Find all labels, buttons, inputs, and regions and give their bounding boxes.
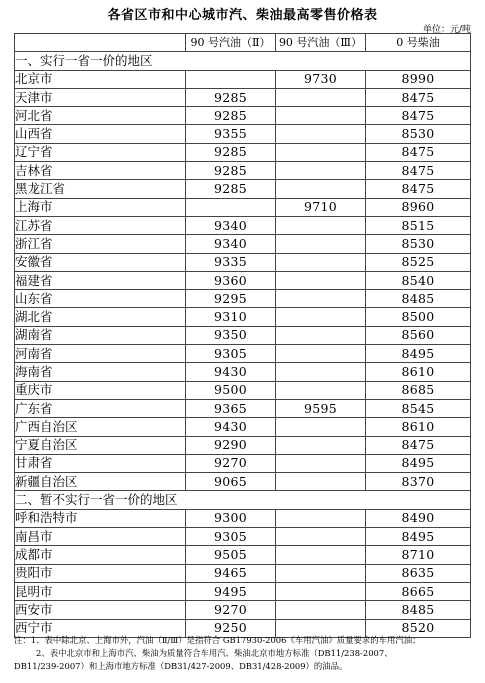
gasoline-90-ii-cell: 9290: [186, 436, 276, 454]
diesel-0-cell: 8560: [366, 326, 471, 344]
diesel-0-cell: 8485: [366, 290, 471, 308]
table-row: [15, 399, 471, 417]
region-name-cell: 呼和浩特市: [15, 509, 186, 527]
gasoline-90-ii-cell: 9310: [186, 308, 276, 326]
gasoline-90-iii-cell: [276, 88, 366, 106]
region-name-cell: 南昌市: [15, 528, 186, 546]
diesel-0-cell: 8475: [366, 143, 471, 161]
gasoline-90-iii-cell: 9710: [276, 198, 366, 216]
table-row: [15, 582, 471, 600]
diesel-0-cell: 8475: [366, 436, 471, 454]
region-name-cell: 昆明市: [15, 582, 186, 600]
region-name-cell: 黑龙江省: [15, 180, 186, 198]
region-name-cell: 浙江省: [15, 235, 186, 253]
table-row: [15, 345, 471, 363]
region-name-cell: 天津市: [15, 88, 186, 106]
gasoline-90-ii-cell: 9340: [186, 235, 276, 253]
gasoline-90-ii-cell: 9500: [186, 381, 276, 399]
table-row: [15, 326, 471, 344]
gasoline-90-iii-cell: [276, 180, 366, 198]
gasoline-90-ii-cell: 9360: [186, 271, 276, 289]
table-body: [15, 52, 471, 638]
unit-label: 单位：元/吨: [422, 25, 471, 35]
diesel-0-cell: 8530: [366, 125, 471, 143]
gasoline-90-iii-cell: [276, 290, 366, 308]
gasoline-90-ii-cell: 9285: [186, 180, 276, 198]
diesel-0-cell: 8490: [366, 509, 471, 527]
table-row: [15, 162, 471, 180]
table-row: [15, 601, 471, 619]
gasoline-90-ii-cell: 9285: [186, 143, 276, 161]
table-row: [15, 271, 471, 289]
gasoline-90-iii-cell: [276, 125, 366, 143]
section-row: [15, 52, 471, 70]
region-name-cell: 西安市: [15, 601, 186, 619]
gasoline-90-iii-cell: [276, 162, 366, 180]
section-label: 二、暂不实行一省一价的地区: [15, 491, 471, 509]
table-row: [15, 107, 471, 125]
gasoline-90-iii-cell: [276, 271, 366, 289]
region-name-cell: 山东省: [15, 290, 186, 308]
table-row: [15, 564, 471, 582]
gasoline-90-ii-cell: 9285: [186, 88, 276, 106]
region-name-cell: 湖北省: [15, 308, 186, 326]
diesel-0-cell: 8475: [366, 88, 471, 106]
gasoline-90-iii-cell: [276, 564, 366, 582]
region-name-cell: 上海市: [15, 198, 186, 216]
table-row: [15, 308, 471, 326]
region-name-cell: 新疆自治区: [15, 473, 186, 491]
table-row: [15, 528, 471, 546]
gasoline-90-iii-cell: [276, 601, 366, 619]
table-row: [15, 418, 471, 436]
table-row: [15, 454, 471, 472]
diesel-0-cell: 8545: [366, 399, 471, 417]
table-row: [15, 290, 471, 308]
gasoline-90-iii-cell: [276, 345, 366, 363]
region-name-cell: 河北省: [15, 107, 186, 125]
diesel-0-cell: 8635: [366, 564, 471, 582]
gasoline-90-ii-cell: 9350: [186, 326, 276, 344]
gasoline-90-ii-cell: 9355: [186, 125, 276, 143]
gasoline-90-ii-cell: 9340: [186, 216, 276, 234]
gasoline-90-ii-cell: 9065: [186, 473, 276, 491]
gasoline-90-iii-cell: [276, 326, 366, 344]
region-name-cell: 湖南省: [15, 326, 186, 344]
region-name-cell: 甘肃省: [15, 454, 186, 472]
diesel-0-cell: 8610: [366, 418, 471, 436]
table-row: [15, 88, 471, 106]
header-row: [15, 34, 471, 52]
diesel-0-cell: 8685: [366, 381, 471, 399]
gasoline-90-iii-cell: [276, 473, 366, 491]
gasoline-90-ii-cell: 9430: [186, 363, 276, 381]
region-name-cell: 安徽省: [15, 253, 186, 271]
header-gasoline-90-iii: 90 号汽油（Ⅲ）: [276, 34, 366, 52]
region-name-cell: 贵阳市: [15, 564, 186, 582]
diesel-0-cell: 8485: [366, 601, 471, 619]
diesel-0-cell: 8500: [366, 308, 471, 326]
gasoline-90-iii-cell: [276, 235, 366, 253]
gasoline-90-iii-cell: [276, 107, 366, 125]
footnote-2-cont: DB11/239-2007）和上海市地方标准（DB31/427-2009、DB31/428-2009）的油品。: [14, 661, 348, 671]
region-name-cell: 海南省: [15, 363, 186, 381]
price-table: [14, 33, 471, 638]
gasoline-90-ii-cell: 9295: [186, 290, 276, 308]
table-row: [15, 473, 471, 491]
footnote-1: 注：1、表中除北京、上海市外，汽油（Ⅱ/Ⅲ）是指符合 GB17930-2006《车用汽油》质量要求的车用汽油；: [14, 635, 421, 645]
gasoline-90-ii-cell: 9430: [186, 418, 276, 436]
gasoline-90-iii-cell: [276, 528, 366, 546]
diesel-0-cell: 8475: [366, 180, 471, 198]
diesel-0-cell: 8990: [366, 70, 471, 88]
table-title: 各省区市和中心城市汽、柴油最高零售价格表: [107, 8, 378, 23]
gasoline-90-ii-cell: 9305: [186, 345, 276, 363]
gasoline-90-ii-cell: 9270: [186, 601, 276, 619]
gasoline-90-ii-cell: 9365: [186, 399, 276, 417]
gasoline-90-iii-cell: [276, 436, 366, 454]
table-row: [15, 381, 471, 399]
region-name-cell: 吉林省: [15, 162, 186, 180]
gasoline-90-iii-cell: [276, 216, 366, 234]
section-label: 一、实行一省一价的地区: [15, 52, 471, 70]
diesel-0-cell: 8530: [366, 235, 471, 253]
diesel-0-cell: 8665: [366, 582, 471, 600]
table-row: [15, 363, 471, 381]
gasoline-90-ii-cell: [186, 70, 276, 88]
gasoline-90-ii-cell: 9270: [186, 454, 276, 472]
footnotes: [14, 634, 474, 673]
table-row: [15, 546, 471, 564]
gasoline-90-iii-cell: [276, 546, 366, 564]
table-row: [15, 216, 471, 234]
diesel-0-cell: 8495: [366, 345, 471, 363]
footnote-2: 2、表中北京市和上海市汽、柴油为质量符合车用汽、柴油北京市地方标准（DB11/238-2007、: [36, 648, 393, 658]
diesel-0-cell: 8540: [366, 271, 471, 289]
gasoline-90-ii-cell: 9285: [186, 162, 276, 180]
diesel-0-cell: 8370: [366, 473, 471, 491]
gasoline-90-ii-cell: 9495: [186, 582, 276, 600]
gasoline-90-iii-cell: 9595: [276, 399, 366, 417]
diesel-0-cell: 8520: [366, 619, 471, 637]
diesel-0-cell: 8525: [366, 253, 471, 271]
gasoline-90-iii-cell: [276, 582, 366, 600]
gasoline-90-iii-cell: [276, 381, 366, 399]
diesel-0-cell: 8475: [366, 162, 471, 180]
diesel-0-cell: 8495: [366, 528, 471, 546]
table-row: [15, 253, 471, 271]
gasoline-90-iii-cell: [276, 308, 366, 326]
table-row: [15, 198, 471, 216]
gasoline-90-ii-cell: 9465: [186, 564, 276, 582]
table-row: [15, 180, 471, 198]
table-row: [15, 70, 471, 88]
header-region: [15, 34, 186, 52]
region-name-cell: 辽宁省: [15, 143, 186, 161]
region-name-cell: 北京市: [15, 70, 186, 88]
gasoline-90-iii-cell: [276, 143, 366, 161]
gasoline-90-ii-cell: 9300: [186, 509, 276, 527]
region-name-cell: 福建省: [15, 271, 186, 289]
region-name-cell: 成都市: [15, 546, 186, 564]
diesel-0-cell: 8495: [366, 454, 471, 472]
region-name-cell: 江苏省: [15, 216, 186, 234]
gasoline-90-ii-cell: 9285: [186, 107, 276, 125]
diesel-0-cell: 8710: [366, 546, 471, 564]
gasoline-90-iii-cell: [276, 509, 366, 527]
diesel-0-cell: 8960: [366, 198, 471, 216]
gasoline-90-iii-cell: [276, 418, 366, 436]
gasoline-90-ii-cell: 9505: [186, 546, 276, 564]
region-name-cell: 西宁市: [15, 619, 186, 637]
gasoline-90-ii-cell: 9250: [186, 619, 276, 637]
diesel-0-cell: 8515: [366, 216, 471, 234]
table-row: [15, 509, 471, 527]
gasoline-90-ii-cell: [186, 198, 276, 216]
table-row: [15, 235, 471, 253]
header-gasoline-90-ii: 90 号汽油（Ⅱ）: [186, 34, 276, 52]
gasoline-90-iii-cell: [276, 363, 366, 381]
gasoline-90-ii-cell: 9335: [186, 253, 276, 271]
region-name-cell: 山西省: [15, 125, 186, 143]
header-diesel-0: 0 号柴油: [366, 34, 471, 52]
diesel-0-cell: 8610: [366, 363, 471, 381]
section-row: [15, 491, 471, 509]
region-name-cell: 重庆市: [15, 381, 186, 399]
gasoline-90-ii-cell: 9305: [186, 528, 276, 546]
table-row: [15, 125, 471, 143]
region-name-cell: 广东省: [15, 399, 186, 417]
region-name-cell: 宁夏自治区: [15, 436, 186, 454]
gasoline-90-iii-cell: 9730: [276, 70, 366, 88]
region-name-cell: 广西自治区: [15, 418, 186, 436]
gasoline-90-iii-cell: [276, 253, 366, 271]
region-name-cell: 河南省: [15, 345, 186, 363]
table-row: [15, 436, 471, 454]
gasoline-90-iii-cell: [276, 454, 366, 472]
table-row: [15, 143, 471, 161]
diesel-0-cell: 8475: [366, 107, 471, 125]
